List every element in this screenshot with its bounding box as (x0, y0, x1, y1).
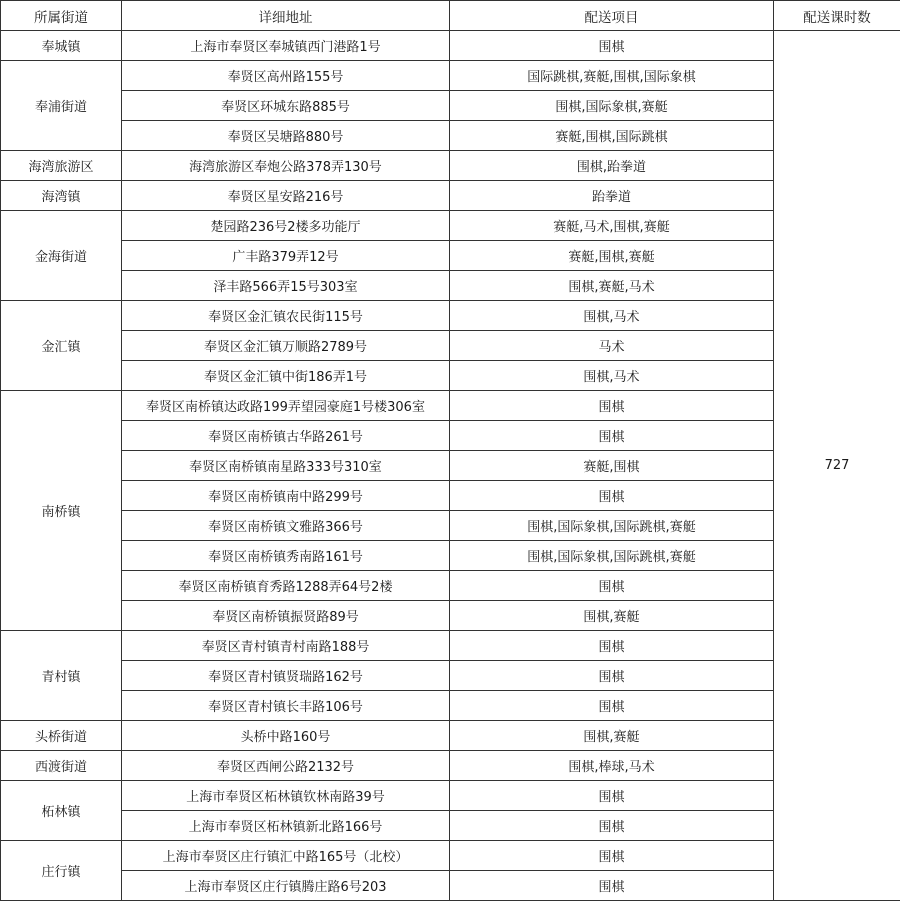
address-cell: 奉贤区高州路155号 (122, 61, 450, 91)
header-row (1, 1, 900, 31)
district-cell: 海湾旅游区 (1, 151, 122, 181)
table-row (1, 691, 900, 721)
address-cell: 上海市奉贤区庄行镇汇中路165号（北校） (122, 841, 450, 871)
items-cell: 围棋,国际象棋,国际跳棋,赛艇 (450, 541, 774, 571)
address-cell: 奉贤区青村镇青村南路188号 (122, 631, 450, 661)
items-cell: 赛艇,马术,围棋,赛艇 (450, 211, 774, 241)
table-row (1, 571, 900, 601)
table-row (1, 871, 900, 901)
address-cell: 上海市奉贤区奉城镇西门港路1号 (122, 31, 450, 61)
address-cell: 奉贤区星安路216号 (122, 181, 450, 211)
table-row (1, 751, 900, 781)
address-cell: 奉贤区南桥镇南星路333号310室 (122, 451, 450, 481)
address-cell: 奉贤区南桥镇达政路199弄望园豪庭1号楼306室 (122, 391, 450, 421)
items-cell: 围棋 (450, 481, 774, 511)
address-cell: 奉贤区青村镇贤瑞路162号 (122, 661, 450, 691)
address-cell: 上海市奉贤区柘林镇钦林南路39号 (122, 781, 450, 811)
items-cell: 围棋 (450, 781, 774, 811)
district-cell: 西渡街道 (1, 751, 122, 781)
table-row (1, 271, 900, 301)
items-cell: 围棋 (450, 841, 774, 871)
address-cell: 上海市奉贤区柘林镇新北路166号 (122, 811, 450, 841)
district-cell: 奉城镇 (1, 31, 122, 61)
address-cell: 奉贤区金汇镇农民街115号 (122, 301, 450, 331)
table-row (1, 541, 900, 571)
table-row (1, 391, 900, 421)
address-cell: 奉贤区南桥镇育秀路1288弄64号2楼 (122, 571, 450, 601)
items-cell: 赛艇,围棋,赛艇 (450, 241, 774, 271)
table-row (1, 661, 900, 691)
table-row (1, 181, 900, 211)
items-cell: 围棋 (450, 421, 774, 451)
items-cell: 围棋 (450, 661, 774, 691)
items-cell: 围棋,赛艇 (450, 601, 774, 631)
address-cell: 楚园路236号2楼多功能厅 (122, 211, 450, 241)
table-row (1, 361, 900, 391)
table-row (1, 31, 900, 61)
header-hours: 配送课时数 (774, 1, 900, 31)
district-cell: 柘林镇 (1, 781, 122, 841)
table-body (1, 31, 900, 901)
items-cell: 跆拳道 (450, 181, 774, 211)
items-cell: 围棋,马术 (450, 301, 774, 331)
header-district: 所属街道 (1, 1, 122, 31)
items-cell: 国际跳棋,赛艇,围棋,国际象棋 (450, 61, 774, 91)
items-cell: 围棋 (450, 571, 774, 601)
items-cell: 围棋 (450, 871, 774, 901)
district-cell: 海湾镇 (1, 181, 122, 211)
address-cell: 奉贤区南桥镇文雅路366号 (122, 511, 450, 541)
table-row (1, 241, 900, 271)
address-cell: 奉贤区金汇镇万顺路2789号 (122, 331, 450, 361)
table-row (1, 301, 900, 331)
items-cell: 围棋,棒球,马术 (450, 751, 774, 781)
table-row (1, 91, 900, 121)
items-cell: 围棋 (450, 811, 774, 841)
table-row (1, 451, 900, 481)
address-cell: 头桥中路160号 (122, 721, 450, 751)
address-cell: 泽丰路566弄15号303室 (122, 271, 450, 301)
items-cell: 围棋,赛艇 (450, 721, 774, 751)
address-cell: 奉贤区环城东路885号 (122, 91, 450, 121)
address-cell: 奉贤区吴塘路880号 (122, 121, 450, 151)
district-cell: 头桥街道 (1, 721, 122, 751)
items-cell: 围棋,赛艇,马术 (450, 271, 774, 301)
items-cell: 围棋 (450, 31, 774, 61)
table-row (1, 511, 900, 541)
table-row (1, 721, 900, 751)
items-cell: 围棋,国际象棋,国际跳棋,赛艇 (450, 511, 774, 541)
address-cell: 广丰路379弄12号 (122, 241, 450, 271)
address-cell: 奉贤区南桥镇秀南路161号 (122, 541, 450, 571)
address-cell: 奉贤区西闸公路2132号 (122, 751, 450, 781)
table-row (1, 121, 900, 151)
items-cell: 围棋 (450, 391, 774, 421)
address-cell: 海湾旅游区奉炮公路378弄130号 (122, 151, 450, 181)
items-cell: 围棋 (450, 691, 774, 721)
table-row (1, 211, 900, 241)
table-row (1, 811, 900, 841)
address-cell: 奉贤区南桥镇南中路299号 (122, 481, 450, 511)
items-cell: 围棋,国际象棋,赛艇 (450, 91, 774, 121)
table-row (1, 421, 900, 451)
header-items: 配送项目 (450, 1, 774, 31)
table-row (1, 631, 900, 661)
district-cell: 奉浦街道 (1, 61, 122, 151)
header-address: 详细地址 (122, 1, 450, 31)
table-row (1, 481, 900, 511)
table-row (1, 781, 900, 811)
address-cell: 奉贤区南桥镇振贤路89号 (122, 601, 450, 631)
items-cell: 赛艇,围棋,国际跳棋 (450, 121, 774, 151)
table-row (1, 841, 900, 871)
district-cell: 金汇镇 (1, 301, 122, 391)
items-cell: 围棋,马术 (450, 361, 774, 391)
total-hours-cell: 727 (774, 31, 900, 901)
district-cell: 庄行镇 (1, 841, 122, 901)
table-row (1, 601, 900, 631)
items-cell: 围棋 (450, 631, 774, 661)
address-cell: 上海市奉贤区庄行镇腾庄路6号203 (122, 871, 450, 901)
address-cell: 奉贤区金汇镇中街186弄1号 (122, 361, 450, 391)
table-row (1, 331, 900, 361)
district-cell: 南桥镇 (1, 391, 122, 631)
items-cell: 赛艇,围棋 (450, 451, 774, 481)
district-cell: 青村镇 (1, 631, 122, 721)
table-row (1, 151, 900, 181)
address-cell: 奉贤区青村镇长丰路106号 (122, 691, 450, 721)
table-row (1, 61, 900, 91)
items-cell: 马术 (450, 331, 774, 361)
district-cell: 金海街道 (1, 211, 122, 301)
address-cell: 奉贤区南桥镇古华路261号 (122, 421, 450, 451)
items-cell: 围棋,跆拳道 (450, 151, 774, 181)
